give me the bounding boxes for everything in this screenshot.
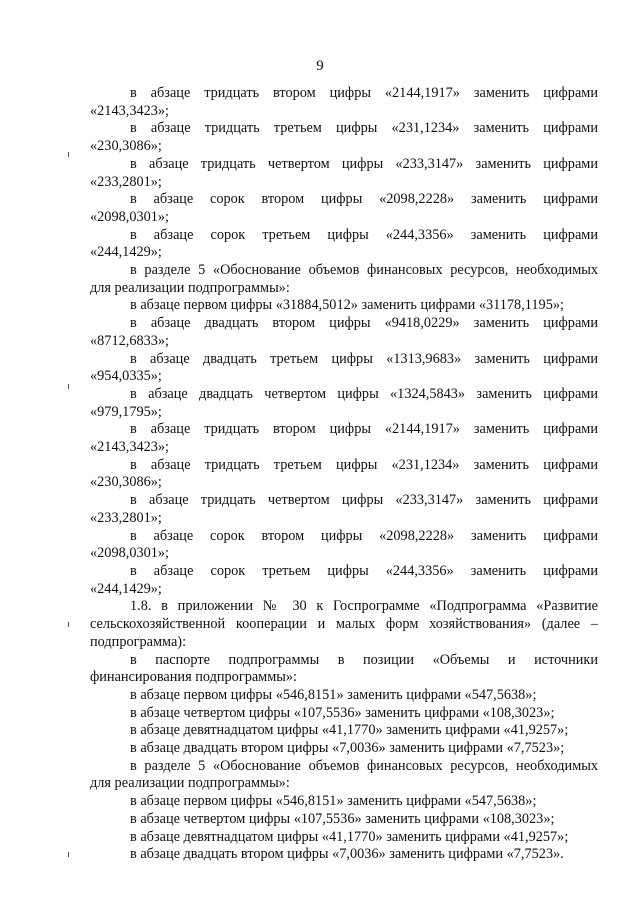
text-line: «233,2801»; — [90, 173, 162, 190]
text-line: в абзаце тридцать третьем цифры «231,1234» заменить цифрами — [130, 456, 598, 473]
text-line: в абзаце четвертом цифры «107,5536» заменить цифрами «108,3023»; — [130, 704, 555, 721]
text-line: в абзаце первом цифры «31884,5012» заменить цифрами «31178,1195»; — [130, 297, 564, 314]
paragraph — [90, 492, 598, 527]
paragraph — [90, 793, 598, 811]
text-line: в абзаце сорок третьем цифры «244,3356» заменить цифрами — [130, 562, 598, 579]
paragraph — [90, 598, 598, 651]
text-line: в разделе 5 «Обоснование объемов финансовых ресурсов, необходимых — [130, 757, 598, 774]
paragraph — [90, 563, 598, 598]
text-line: в абзаце двадцать четвертом цифры «1324,5843» заменить цифрами — [130, 385, 598, 402]
text-line: «8712,6833»; — [90, 332, 170, 349]
text-line: в абзаце двадцать третьем цифры «1313,9683» заменить цифрами — [130, 350, 598, 367]
text-line: в абзаце девятнадцатом цифры «41,1770» заменить цифрами «41,9257»; — [130, 722, 569, 739]
document-body — [90, 85, 598, 864]
paragraph — [90, 687, 598, 705]
text-line: в абзаце сорок втором цифры «2098,2228» заменить цифрами — [130, 191, 598, 208]
paragraph — [90, 315, 598, 350]
paragraph — [90, 740, 598, 758]
paragraph — [90, 705, 598, 723]
paragraph — [90, 758, 598, 793]
paragraph — [90, 262, 598, 297]
paragraph — [90, 120, 598, 155]
paragraph — [90, 652, 598, 687]
text-line: подпрограмма): — [90, 633, 187, 650]
text-line: в абзаце тридцать четвертом цифры «233,3147» заменить цифрами — [130, 155, 598, 172]
text-line: 1.8. в приложении № 30 к Госпрограмме «Подпрограмма «Развитие — [130, 598, 598, 615]
text-line: «2098,0301»; — [90, 208, 170, 225]
paragraph — [90, 191, 598, 226]
paragraph — [90, 528, 598, 563]
text-line: в абзаце тридцать втором цифры «2144,1917» заменить цифрами — [130, 85, 598, 101]
paragraph — [90, 421, 598, 456]
text-line: в абзаце тридцать четвертом цифры «233,3147» заменить цифрами — [130, 492, 598, 509]
text-line: «230,3086»; — [90, 138, 162, 155]
page-number: 9 — [316, 58, 324, 74]
text-line: в абзаце двадцать втором цифры «9418,0229» заменить цифрами — [130, 315, 598, 332]
scan-mark — [68, 852, 69, 857]
text-line: «244,1429»; — [90, 244, 162, 261]
text-line: в абзаце первом цифры «546,8151» заменить цифрами «547,5638»; — [130, 686, 537, 703]
text-line: в абзаце девятнадцатом цифры «41,1770» заменить цифрами «41,9257»; — [130, 828, 569, 845]
text-line: «2143,3423»; — [90, 102, 170, 119]
text-line: в абзаце двадцать втором цифры «7,0036» заменить цифрами «7,7523». — [130, 846, 564, 863]
text-line: сельскохозяйственной кооперации и малых форм хозяйствования» (далее – — [90, 616, 598, 633]
paragraph — [90, 297, 598, 315]
text-line: в абзаце тридцать втором цифры «2144,1917» заменить цифрами — [130, 421, 598, 438]
text-line: «233,2801»; — [90, 509, 162, 526]
text-line: в разделе 5 «Обоснование объемов финансовых ресурсов, необходимых — [130, 262, 598, 279]
text-line: в абзаце двадцать втором цифры «7,0036» заменить цифрами «7,7523»; — [130, 740, 565, 757]
paragraph — [90, 227, 598, 262]
text-line: для реализации подпрограммы»: — [90, 279, 290, 296]
text-line: в абзаце первом цифры «546,8151» заменить цифрами «547,5638»; — [130, 793, 537, 810]
text-line: «979,1795»; — [90, 403, 162, 420]
text-line: «244,1429»; — [90, 580, 162, 597]
text-line: «2098,0301»; — [90, 545, 170, 562]
paragraph — [90, 829, 598, 847]
paragraph — [90, 457, 598, 492]
scan-mark — [68, 152, 69, 157]
text-line: финансирования подпрограммы»: — [90, 669, 298, 686]
text-line: в паспорте подпрограммы в позиции «Объемы и источники — [130, 651, 598, 668]
text-line: в абзаце сорок втором цифры «2098,2228» заменить цифрами — [130, 527, 598, 544]
paragraph — [90, 386, 598, 421]
text-line: «2143,3423»; — [90, 439, 170, 456]
paragraph — [90, 811, 598, 829]
paragraph — [90, 722, 598, 740]
paragraph — [90, 85, 598, 120]
paragraph — [90, 846, 598, 864]
scan-mark — [68, 384, 69, 389]
paragraph — [90, 351, 598, 386]
text-line: в абзаце тридцать третьем цифры «231,1234» заменить цифрами — [130, 120, 598, 137]
text-line: в абзаце сорок третьем цифры «244,3356» заменить цифрами — [130, 226, 598, 243]
text-line: «230,3086»; — [90, 474, 162, 491]
text-line: «954,0335»; — [90, 368, 162, 385]
text-line: для реализации подпрограммы»: — [90, 775, 290, 792]
paragraph — [90, 156, 598, 191]
scan-mark — [68, 622, 69, 627]
text-line: в абзаце четвертом цифры «107,5536» заменить цифрами «108,3023»; — [130, 810, 555, 827]
